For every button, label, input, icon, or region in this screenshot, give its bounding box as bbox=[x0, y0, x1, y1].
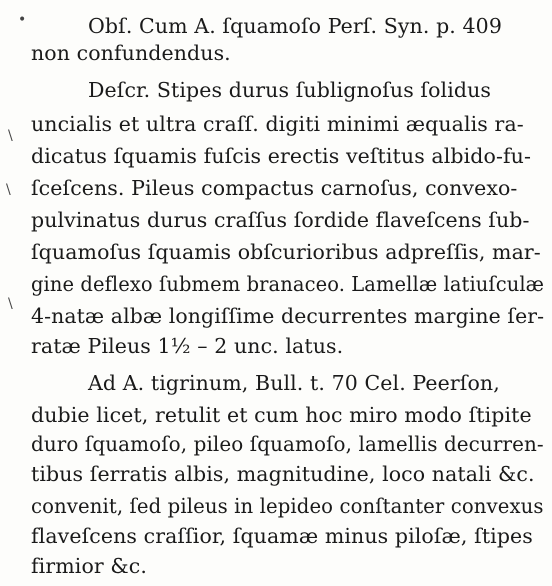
text-line: dicatus ſquamis fuſcis erectis veſtitus albido-fu- bbox=[31, 144, 531, 168]
text-line: ſceſcens. Pileus compactus carnoſus, convexo- bbox=[31, 176, 518, 200]
margin-dot: • bbox=[18, 12, 27, 28]
margin-tick: \ bbox=[8, 128, 13, 144]
text-line: Ad A. tigrinum, Bull. t. 70 Cel. Peerſon, bbox=[88, 371, 500, 395]
text-line: duro ſquamoſo, pileo ſquamoſo, lamellis decurren- bbox=[31, 432, 544, 456]
text-line: convenit, ſed pileus in lepideo conſtanter convexus bbox=[31, 494, 544, 518]
text-line: tibus ſerratis albis, magnitudine, loco natali &c. bbox=[31, 462, 535, 486]
text-line: pulvinatus durus craſſus ſordide flaveſcens ſub- bbox=[31, 208, 530, 232]
margin-tick: \ bbox=[8, 296, 13, 312]
text-line: ſquamoſus ſquamis obſcurioribus adpreſſis, mar- bbox=[31, 240, 541, 264]
text-line: ratæ Pileus 1½ – 2 unc. latus. bbox=[31, 334, 344, 358]
text-line: gine deflexo ſubmem branaceo. Lamellæ latiuſculæ bbox=[31, 272, 545, 296]
text-line: 4-natæ albæ longiſſime decurrentes margine ſer- bbox=[31, 304, 545, 328]
text-line: flaveſcens craſſior, ſquamæ minus piloſæ, ſtipes bbox=[31, 524, 533, 548]
text-line: firmior &c. bbox=[31, 554, 147, 578]
margin-tick: \ bbox=[6, 182, 11, 198]
text-line: dubie licet, retulit et cum hoc miro modo ſtipite bbox=[31, 403, 532, 427]
text-line: non confundendus. bbox=[31, 41, 231, 65]
text-line: Deſcr. Stipes durus ſublignoſus ſolidus bbox=[88, 78, 492, 102]
text-line: Obſ. Cum A. ſquamoſo Perſ. Syn. p. 409 bbox=[88, 14, 502, 38]
text-line: uncialis et ultra craſſ. digiti minimi æqualis ra- bbox=[31, 112, 524, 136]
